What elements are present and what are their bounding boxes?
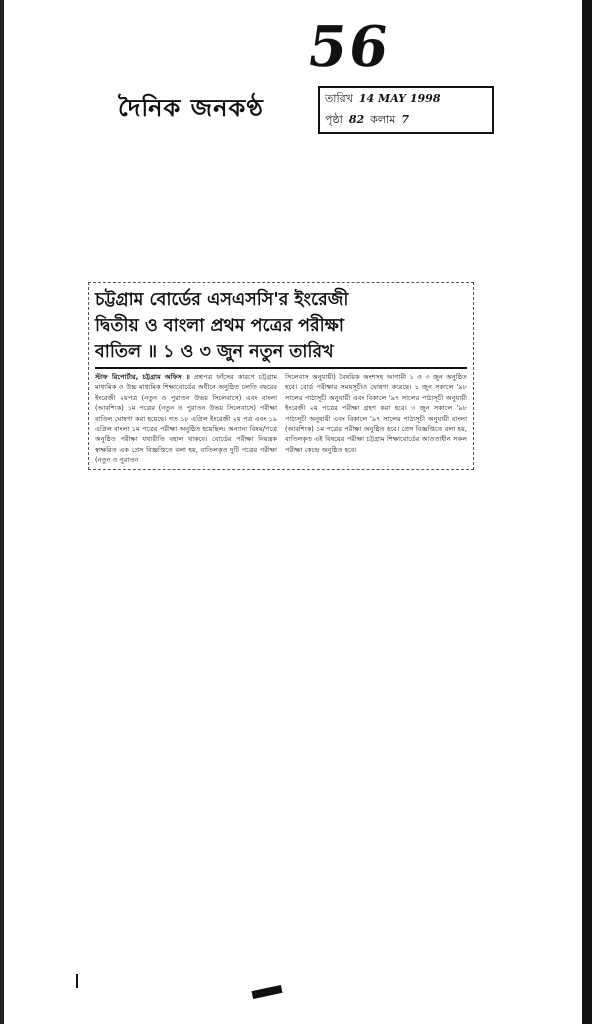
article-byline: স্টাফ রিপোর্টার, চট্টগ্রাম অফিস ॥ [95,373,190,381]
stamp-date-label: তারিখ [325,92,353,105]
article-body [95,372,467,466]
newspaper-masthead: দৈনিক জনকণ্ঠ [118,94,264,122]
scan-smudge [251,985,282,999]
scan-edge-left [0,0,4,1024]
stamp-page-row [325,109,487,130]
stamp-column-value: 7 [401,113,409,126]
scan-mark [76,974,78,988]
stamp-column-label: কলাম [370,113,396,126]
article-column-2 [285,372,467,466]
article-column-2-text: সিলেবাস অনুযায়ী) বৈষয়িক অংশসহ আগামী ১ ও ৩ জুন অনুষ্ঠিত হবে। বোর্ড পরীক্ষার সময়সূচীও ঘোষণা করেছে। ১ জুন সকালে '৯৮ সালের পাঠ্যসূচী অনুযায়ী এবং বিকালে '৯৭ সালের পাঠ্যসূচী অনুযায়ী ইংরেজী ২য় পত্রের পরীক্ষা গ্রহণ করা হবে। ৩ জুন সকালে '৯৮ পাঠ্যসূচী অনুযায়ী এবং বিকালে '৯৭ সালের পাঠ্যসূচী অনুযায়ী বাংলা (আবশ্যিক) ১ম পত্রের পরীক্ষা অনুষ্ঠিত হবে। প্রেস বিজ্ঞপ্তিতে বলা হয়, বাতিলকৃত এই বিষয়ের পরীক্ষা চট্টগ্রাম শিক্ষাবোর্ডের আওতাধীন সকল পরীক্ষা কেন্দ্রে অনুষ্ঠিত হবে। [285,373,467,454]
article-column-1 [95,372,277,466]
headline-line-2: দ্বিতীয় ও বাংলা প্রথম পত্রের পরীক্ষা [95,316,344,336]
stamp-page-value: 82 [348,113,365,126]
handwritten-folio-number: 56 [303,14,395,80]
scan-edge-right [582,0,592,1024]
stamp-page-label: পৃষ্ঠা [325,113,343,126]
archive-stamp [318,86,494,134]
news-clipping [88,282,474,470]
headline-line-1: চট্টগ্রাম বোর্ডের এসএসসি'র ইংরেজী [95,290,349,310]
stamp-date-row [325,88,487,109]
headline-divider [95,367,467,369]
headline-line-3: বাতিল ॥ ১ ও ৩ জুন নতুন তারিখ [95,342,334,362]
stamp-date-value: 14 MAY 1998 [358,92,441,105]
article-column-1-text: প্রশ্নপত্র ফাঁসের কারণে চট্টগ্রাম মাধ্যমিক ও উচ্চ মাধ্যমিক শিক্ষাবোর্ডের অধীনে অনুষ্ঠিত চলতি বছরের ইংরেজী ২য়পত্র (নতুন ও পুরাতন উভয় সিলেবাসে) এবং বাংলা (আবশ্যিক) ১ম পত্রের (নতুন ও পুরাতন উভয় সিলেবাসে) পরীক্ষা বাতিল ঘোষণা করা হয়েছে। গত ১৮ এপ্রিল ইংরেজী ২য় পত্র এবং ১৯ এপ্রিল বাংলা ১ম পত্রের পরীক্ষা অনুষ্ঠিত হয়েছিল। অন্যান্য বিষয়/পত্রে অনুষ্ঠিত পরীক্ষা যথারীতি বহাল থাকবে। বোর্ডের পরীক্ষা নিয়ন্ত্রক স্বাক্ষরিত এক প্রেস বিজ্ঞপ্তিতে বলা হয়, বাতিলকৃত দুটি পত্রের পরীক্ষা (নতুন ও পুরাতন [95,373,277,465]
